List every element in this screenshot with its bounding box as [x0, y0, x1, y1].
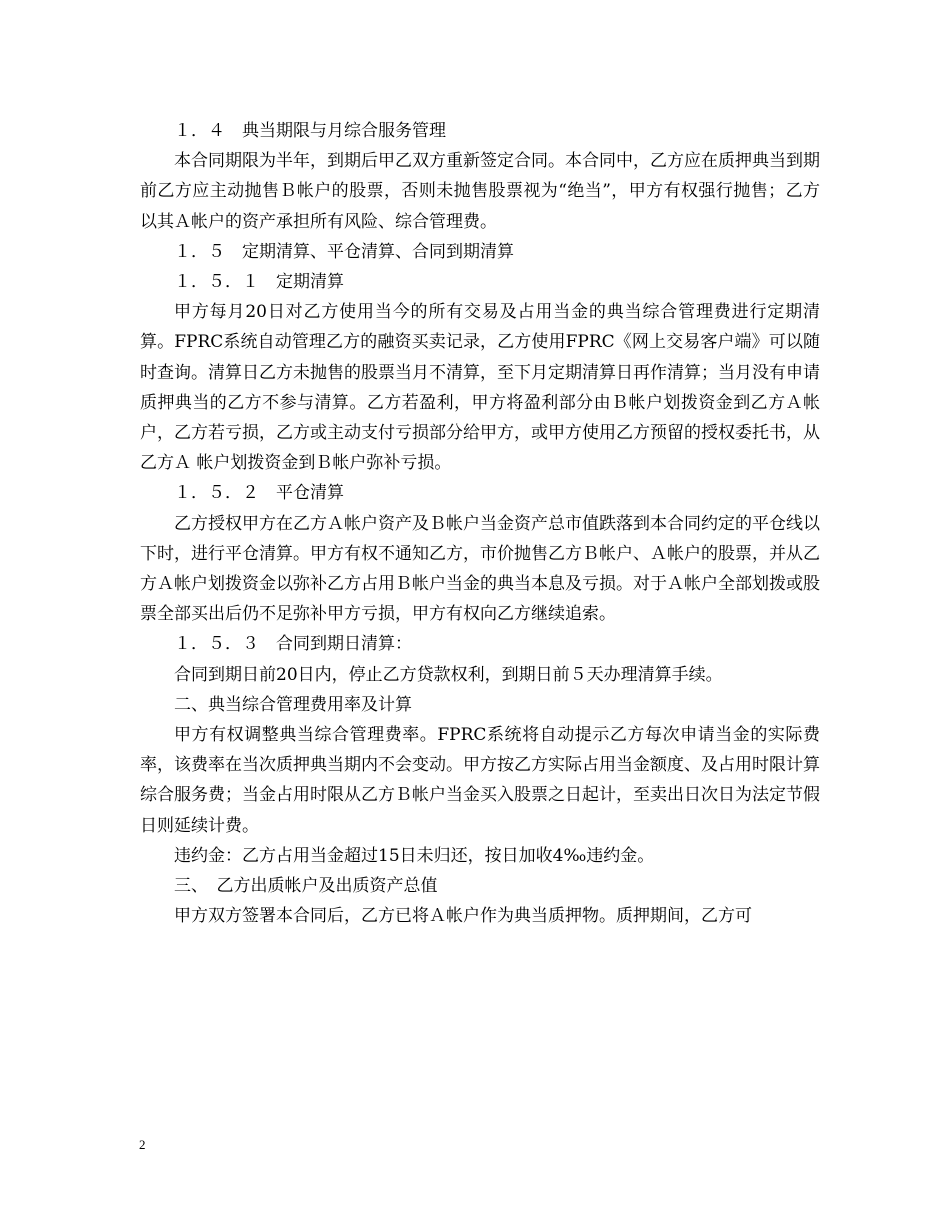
- section-heading-1-5-2: １．５．２ 平仓清算: [174, 483, 344, 504]
- paragraph-penalty: 违约金：乙方占用当金超过15日未归还，按日加收4‰违约金。: [174, 845, 655, 866]
- section-heading-two: 二、典当综合管理费用率及计算: [174, 694, 412, 715]
- page-number: 2: [139, 1137, 146, 1152]
- section-heading-1-5-3: １．５．３ 合同到期日清算：: [174, 634, 412, 655]
- section-heading-three: 三、 乙方出质帐户及出质资产总值: [174, 876, 438, 897]
- paragraph-fee-rate: 甲方有权调整典当综合管理费率。FPRC系统将自动提示乙方每次申请当金的实际费率，该费率在当次质押典当期内不会变动。甲方按乙方实际占用当金额度、及占用时限计算综合服务费；当金占用时限从乙方Ｂ帐户当金买入股票之日起计，至卖出日次日为法定节假日则延续计费。: [140, 725, 820, 836]
- paragraph-pledge-account: 甲方双方签署本合同后，乙方已将Ａ帐户作为典当质押物。质押期间，乙方可: [174, 906, 752, 927]
- document-body: [140, 116, 820, 931]
- paragraph-maturity-settlement: 合同到期日前20日内，停止乙方贷款权利，到期日前５天办理清算手续。: [174, 664, 723, 685]
- section-heading-1-4: １．４ 典当期限与月综合服务管理: [174, 121, 446, 141]
- section-heading-1-5-1: １．５．１ 定期清算: [174, 272, 344, 293]
- paragraph-liquidation-settlement: 乙方授权甲方在乙方Ａ帐户资产及Ｂ帐户当金资产总市值跌落到本合同约定的平仓线以下时，进行平仓清算。甲方有权不通知乙方，市价抛售乙方Ｂ帐户、Ａ帐户的股票，并从乙方Ａ帐户划拨资金以弥补乙方占用Ｂ帐户当金的典当本息及亏损。对于Ａ帐户全部划拨或股票全部买出后仍不足弥补甲方亏损，甲方有权向乙方继续追索。: [140, 513, 820, 625]
- paragraph-periodic-settlement: 甲方每月20日对乙方使用当今的所有交易及占用当金的典当综合管理费进行定期清算。FPRC系统自动管理乙方的融资买卖记录，乙方使用FPRC《网上交易客户端》可以随时查询。清算日乙方未抛售的股票当月不清算，至下月定期清算日再作清算；当月没有申请质押典当的乙方不参与清算。乙方若盈利，甲方将盈利部分由Ｂ帐户划拨资金到乙方Ａ帐户，乙方若亏损，乙方或主动支付亏损部分给甲方，或甲方使用乙方预留的授权委托书，从乙方Ａ 帐户划拨资金到Ｂ帐户弥补亏损。: [140, 302, 820, 474]
- paragraph-term-management: 本合同期限为半年，到期后甲乙双方重新签定合同。本合同中，乙方应在质押典当到期前乙方应主动抛售Ｂ帐户的股票，否则未抛售股票视为“绝当”，甲方有权强行抛售；乙方以其Ａ帐户的资产承担所有风险、综合管理费。: [140, 151, 820, 232]
- section-heading-1-5: １．５ 定期清算、平仓清算、合同到期清算: [174, 241, 514, 262]
